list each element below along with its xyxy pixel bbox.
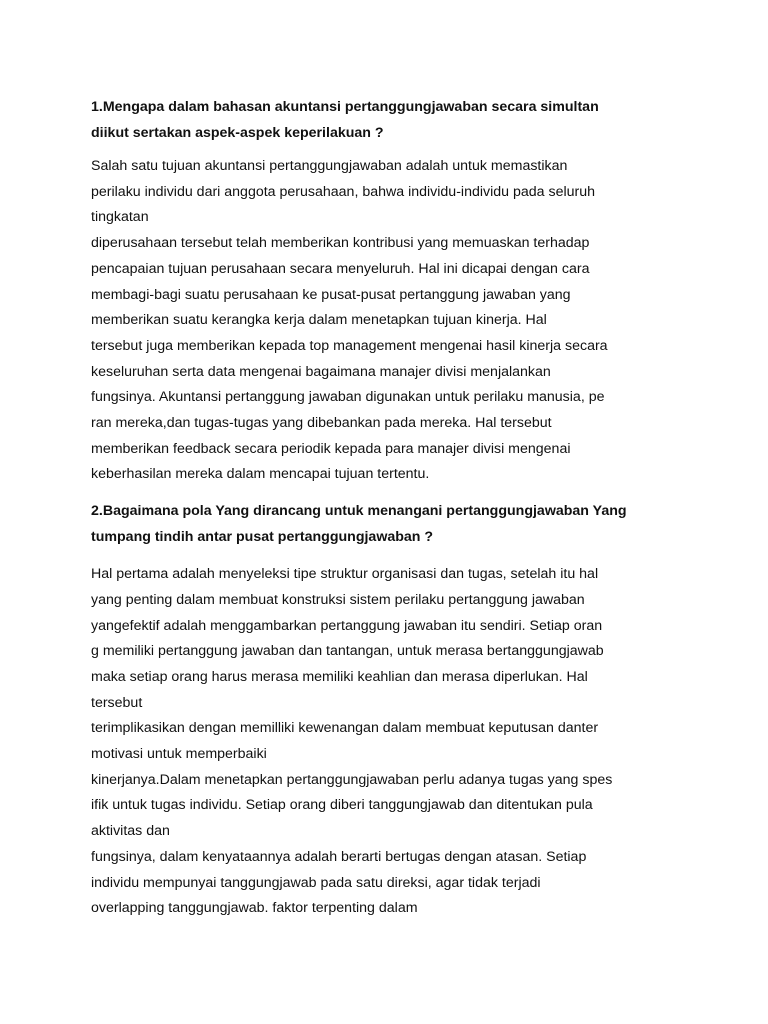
- question-2: [91, 498, 691, 550]
- answer-2-line: overlapping tanggungjawab. faktor terpenting dalam: [91, 900, 418, 917]
- answer-2-line: terimplikasikan dengan memilliki kewenangan dalam membuat keputusan danter: [91, 720, 599, 737]
- answer-1-line: keberhasilan mereka dalam mencapai tujuan tertentu.: [91, 466, 430, 483]
- answer-1: [91, 154, 691, 488]
- answer-2-line: kinerjanya.Dalam menetapkan pertanggungjawaban perlu adanya tugas yang spes: [91, 771, 613, 788]
- answer-2-line: aktivitas dan: [91, 823, 170, 840]
- answer-2-line: fungsinya, dalam kenyataannya adalah berarti bertugas dengan atasan. Setiap: [91, 848, 587, 865]
- answer-2-line: yang penting dalam membuat konstruksi sistem perilaku pertanggung jawaban: [91, 591, 585, 608]
- answer-1-line: Salah satu tujuan akuntansi pertanggungjawaban adalah untuk memastikan: [91, 158, 568, 174]
- question-2-line: tumpang tindih antar pusat pertanggungjawaban ?: [91, 529, 434, 546]
- answer-1-line: tingkatan: [91, 209, 149, 226]
- answer-1-line: ran mereka,dan tugas-tugas yang dibebankan pada mereka. Hal tersebut: [91, 415, 552, 432]
- answer-2-line: tersebut: [91, 694, 143, 711]
- answer-2-line: individu mempunyai tanggungjawab pada satu direksi, agar tidak terjadi: [91, 874, 541, 891]
- answer-2: [91, 562, 691, 922]
- answer-1-line: keseluruhan serta data mengenai bagaimana manajer divisi menjalankan: [91, 363, 551, 380]
- answer-1-line: membagi-bagi suatu perusahaan ke pusat-pusat pertanggung jawaban yang: [91, 286, 571, 303]
- answer-1-line: tersebut juga memberikan kepada top management mengenai hasil kinerja secara: [91, 337, 608, 354]
- answer-1-line: diperusahaan tersebut telah memberikan kontribusi yang memuaskan terhadap: [91, 235, 590, 252]
- document-page: [91, 94, 691, 922]
- question-1-line: 1.Mengapa dalam bahasan akuntansi pertanggungjawaban secara simultan: [91, 99, 599, 115]
- answer-2-line: ifik untuk tugas individu. Setiap orang diberi tanggungjawab dan ditentukan pula: [91, 797, 593, 814]
- question-1: [91, 94, 691, 146]
- question-2-line: 2.Bagaimana pola Yang dirancang untuk menangani pertanggungjawaban Yang: [91, 503, 627, 520]
- answer-2-line: g memiliki pertanggung jawaban dan tantangan, untuk merasa bertanggungjawab: [91, 643, 604, 660]
- answer-1-line: pencapaian tujuan perusahaan secara menyeluruh. Hal ini dicapai dengan cara: [91, 260, 590, 277]
- answer-2-line: Hal pertama adalah menyeleksi tipe struktur organisasi dan tugas, setelah itu hal: [91, 566, 599, 583]
- question-1-line: diikut sertakan aspek-aspek keperilakuan ?: [91, 125, 384, 141]
- answer-1-line: memberikan feedback secara periodik kepada para manajer divisi mengenai: [91, 440, 571, 457]
- answer-2-line: yangefektif adalah menggambarkan pertanggung jawaban itu sendiri. Setiap oran: [91, 617, 603, 634]
- answer-1-line: memberikan suatu kerangka kerja dalam menetapkan tujuan kinerja. Hal: [91, 312, 547, 329]
- answer-1-line: perilaku individu dari anggota perusahaan, bahwa individu-individu pada seluruh: [91, 183, 596, 200]
- answer-1-line: fungsinya. Akuntansi pertanggung jawaban digunakan untuk perilaku manusia, pe: [91, 389, 605, 406]
- answer-2-line: motivasi untuk memperbaiki: [91, 746, 267, 763]
- answer-2-line: maka setiap orang harus merasa memiliki keahlian dan merasa diperlukan. Hal: [91, 668, 588, 685]
